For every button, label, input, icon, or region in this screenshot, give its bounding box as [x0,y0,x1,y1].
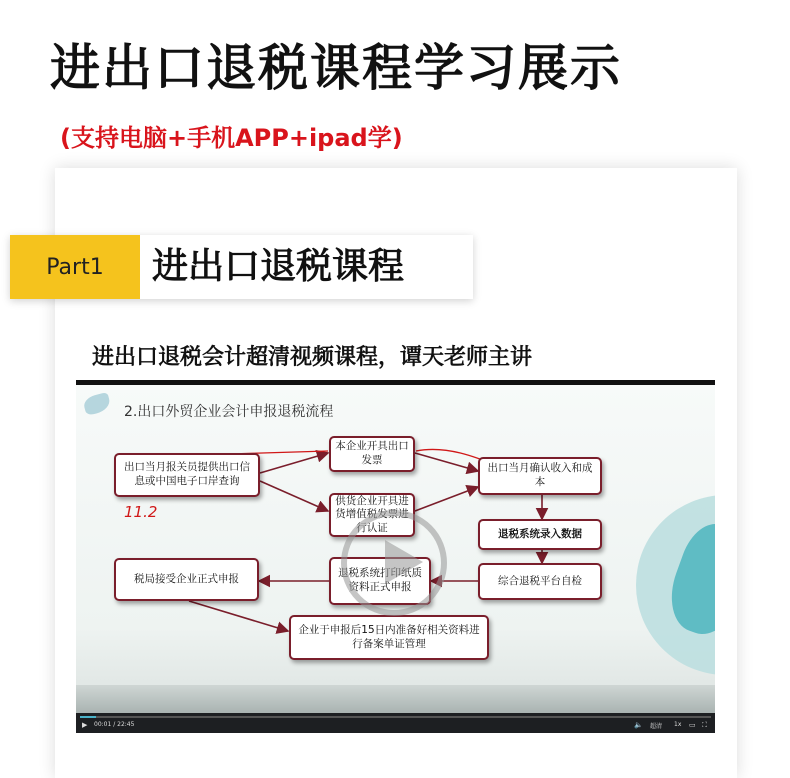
flow-box-print-declare: 退税系统打印纸质资料正式申报 [329,557,431,605]
volume-icon[interactable]: 🔈 [634,721,643,729]
flow-arrow [189,601,288,631]
flow-box-filing: 企业于申报后15日内准备好相关资料进行备案单证管理 [289,615,489,660]
flow-box-tax-bureau: 税局接受企业正式申报 [114,558,259,601]
flow-box-supplier-invoice: 供货企业开具进货增值税发票进行认证 [329,493,415,537]
flow-box-enter-data: 退税系统录入数据 [478,519,602,550]
quality-button[interactable]: 超清 [650,723,663,730]
flow-box-self-check: 综合退税平台自检 [478,563,602,600]
pip-icon[interactable]: ▭ [689,721,696,729]
page-title: 进出口退税课程学习展示 [50,39,622,97]
page-subtitle: (支持电脑+手机APP+ipad学) [60,124,403,152]
part-tag: Part1 [10,235,140,299]
time-display: 00:01 / 22:45 [94,721,135,728]
part-header [10,235,473,299]
slide-title: 2.出口外贸企业会计申报退税流程 [124,404,334,420]
speed-button[interactable]: 1x [674,721,682,728]
flow-box-issue-invoice: 本企业开具出口发票 [329,436,415,472]
play-icon[interactable] [341,510,447,616]
flow-arrow [260,481,328,511]
flow-arrow [415,487,478,511]
flow-arrow [260,453,328,473]
handwriting-text: 11.2 [124,503,158,521]
video-controls [76,713,715,733]
fullscreen-icon[interactable]: ⛶ [702,721,707,729]
progress-bar[interactable] [80,716,711,718]
play-button-icon[interactable]: ▶ [82,721,88,729]
part-title: 进出口退税课程 [152,246,405,287]
course-heading: 进出口退税会计超清视频课程，谭天老师主讲 [92,345,533,370]
flow-box-confirm-revenue: 出口当月确认收入和成本 [478,457,602,495]
progress-fill [80,716,96,718]
video-player[interactable] [76,385,715,733]
flow-box-export-info: 出口当月报关员提供出口信息或中国电子口岸查询 [114,453,260,497]
